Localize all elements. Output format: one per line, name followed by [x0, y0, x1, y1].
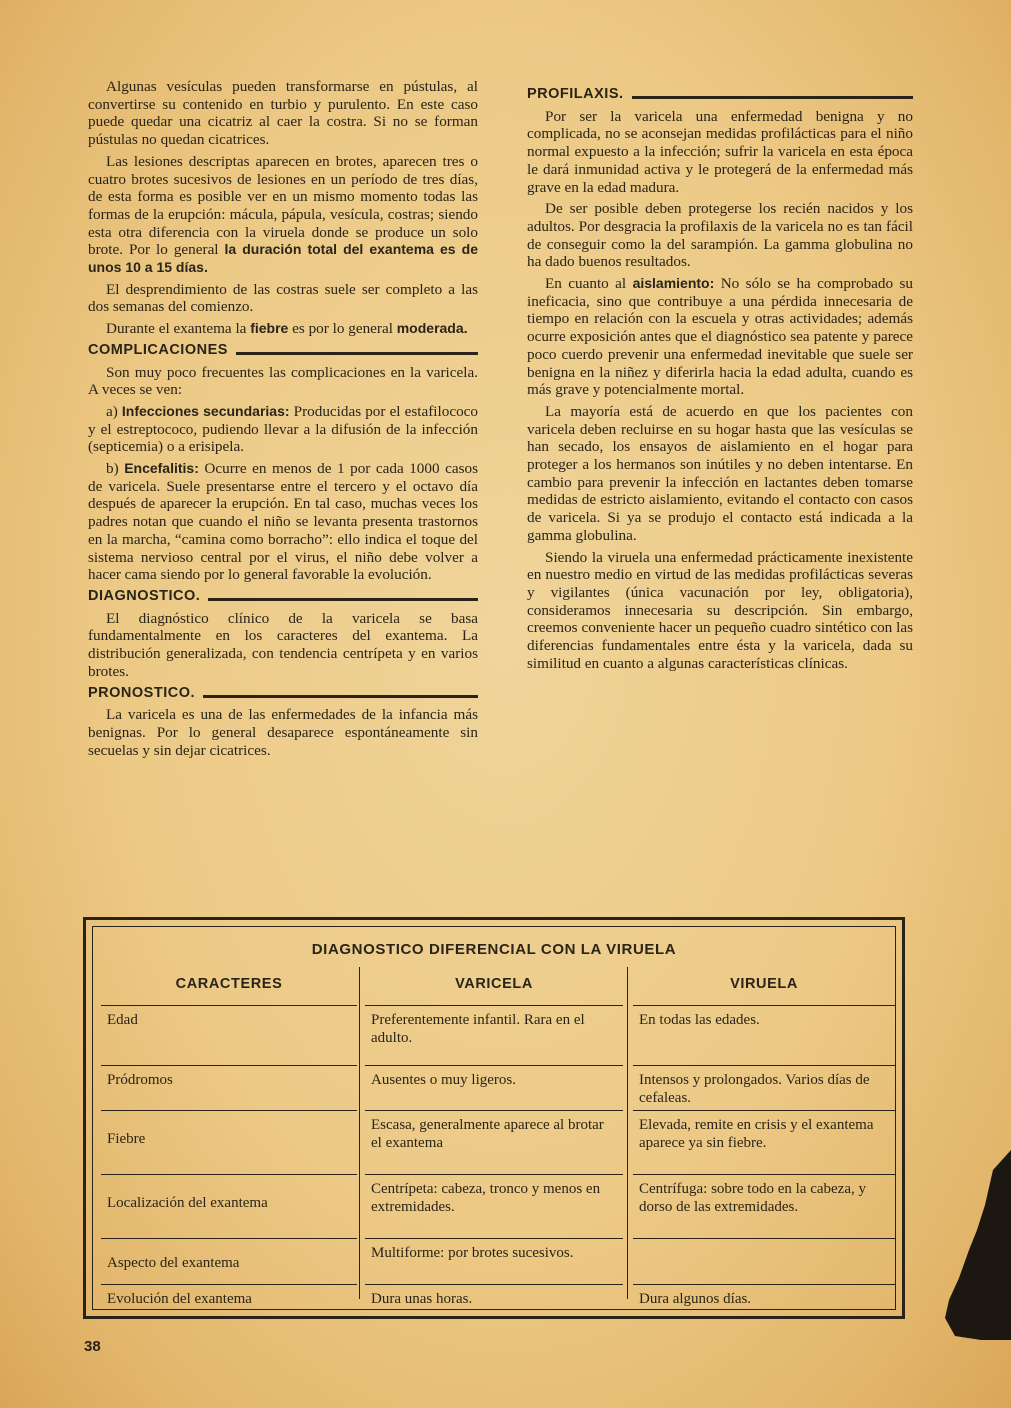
cell-caracter: Evolución del exantema [107, 1291, 252, 1307]
cell-viruela: En todas las edades. [633, 1006, 895, 1066]
paragraph-recien-nacidos: De ser posible deben protegerse los recién nacidos y los adultos. Por desgracia la profilaxis de la varicela no es tan fácil de conseguir como la del sarampión. La gamma globulina no ha dado buenos resultados. [527, 200, 913, 271]
cell-viruela: Intensos y prolongados. Varios días de cefaleas. [633, 1066, 895, 1111]
paragraph-complicaciones: Son muy poco frecuentes las complicaciones en la varicela. A veces se ven: [88, 363, 478, 399]
cell-varicela: Escasa, generalmente aparece al brotar el exantema [365, 1111, 623, 1175]
heading-pronostico: PRONOSTICO. [88, 685, 478, 703]
heading-profilaxis: PROFILAXIS. [527, 86, 913, 104]
cell-viruela: Dura algunos días. [639, 1291, 752, 1307]
cell-caracter: Fiebre [101, 1111, 357, 1175]
heading-complicaciones: COMPLICACIONES [88, 342, 478, 360]
paragraph-viruela: Siendo la viruela una enfermedad prácticamente inexistente en nuestro medio en virtud de las medidas profilácticas severas y vigilantes (única vacunación por ley, obligatoria), consideramos innecesaria su descripción. Sin embargo, creemos conveniente hacer un pequeño cuadro sintético con las diferencias fundamentales entre ésta y la varicela, dada su similitud en cuanto a algunas características clínicas. [527, 548, 913, 672]
heading-rule [632, 96, 913, 99]
cell-varicela: Multiforme: por brotes sucesivos. [365, 1239, 623, 1285]
paragraph-fiebre: Durante el exantema la fiebre es por lo general moderada. [106, 320, 468, 338]
header-viruela: VIRUELA [633, 967, 895, 1006]
paragraph-aislamiento: En cuanto al aislamiento: No sólo se ha comprobado su ineficacia, sino que contribuye a una pérdida innecesaria de tiempo en relación con la escuela y otras actividades; además ocurre exposición antes que el diagnóstico sea patente y parece poco cuerdo prevenir una enfermedad inevitable que suele ser benigna en la niñez y diferirla hacia la edad adulta, cuando es más grave y potencialmente mortal. [527, 275, 914, 399]
table-inner-frame [92, 926, 896, 1310]
paragraph-brotes: Las lesiones descriptas aparecen en brotes, aparecen tres o cuatro brotes sucesivos de lesiones en un período de tres días, de esta forma es posible ver en un mismo momento todas las formas de la erupción: mácula, pápula, vesícula, costras; siendo esta otra diferencia con la viruela donde se produce un solo brote. Por lo general la duración total del exantema es de unos 10 a 15 días. [88, 152, 478, 276]
cell-caracter: Edad [101, 1006, 357, 1066]
paragraph-recluirse: La mayoría está de acuerdo en que los pacientes con varicela deben recluirse en su hogar hasta que las vesículas se han secado, los ensayos de aislamiento en el hogar para proteger a los hermanos son inútiles y no deben intentarse. En cambio para prevenir la infección en lactantes deben tomarse medidas de estricto aislamiento, evitando el contacto con casos de varicela. Si ya se produjo el contacto está indicada a la gamma globulina. [527, 402, 913, 544]
page-number: 38 [84, 1338, 101, 1355]
column-varicela [365, 967, 623, 1307]
heading-rule [236, 352, 478, 355]
column-viruela [633, 967, 895, 1307]
differential-diagnosis-table [83, 917, 905, 1319]
bold-duracion: la duración total del exantema es de unos 10 a 15 días. [88, 241, 478, 276]
column-caracteres [101, 967, 357, 1307]
cell-caracter: Pródromos [101, 1066, 357, 1111]
heading-rule [208, 598, 478, 601]
header-varicela: VARICELA [365, 967, 623, 1006]
paragraph-pustulas: Algunas vesículas pueden transformarse en pústulas, al convertirse su contenido en turbio y purulento. En este caso puede quedar una cicatriz al caer la costra. Si no se forman pústulas no quedan cicatrices. [88, 78, 478, 149]
cell-viruela: Centrífuga: sobre todo en la cabeza, y dorso de las extremidades. [633, 1175, 895, 1239]
column-divider [359, 967, 360, 1299]
heading-diagnostico: DIAGNOSTICO. [88, 588, 478, 606]
paragraph-encefalitis: b) Encefalitis: Ocurre en menos de 1 por cada 1000 casos de varicela. Suele presentarse entre el tercero y el octavo día después de aparecer la erupción. En tal caso, muchas veces los padres notan que cuando el niño se levanta presenta trastornos en la marcha, “camina como borracho”: ello indica el toque del sistema nervioso central por el virus, el niño debe volver a hacer cama siendo por lo general favorable la evolución. [88, 460, 479, 584]
cell-caracter: Aspecto del exantema [101, 1239, 357, 1285]
paragraph-infecciones: a) Infecciones secundarias: Producidas por el estafilococo y el estreptococo, pudiendo llevar a la difusión de la infección (septicemia) o a erisipela. [88, 402, 478, 456]
cell-varicela: Ausentes o muy ligeros. [365, 1066, 623, 1111]
column-divider [627, 967, 628, 1299]
right-column [527, 78, 913, 677]
cell-varicela: Centrípeta: cabeza, tronco y menos en extremidades. [365, 1175, 623, 1239]
paragraph-costras: El desprendimiento de las costras suele ser completo a las dos semanas del comienzo. [88, 280, 478, 316]
cell-varicela: Preferentemente infantil. Rara en el adulto. [365, 1006, 623, 1066]
cell-viruela [633, 1239, 895, 1285]
left-column [88, 78, 478, 763]
paragraph-pronostico: La varicela es una de las enfermedades de la infancia más benignas. Por lo general desaparece espontáneamente sin secuelas y sin dejar cicatrices. [88, 706, 478, 759]
paragraph-profilaxis: Por ser la varicela una enfermedad benigna y no complicada, no se aconsejan medidas profilácticas para el niño normal expuesto a la infección; sufrir la varicela en esta época le dará inmunidad activa y le protegerá de la enfermedad más grave en la edad madura. [527, 107, 913, 196]
ink-stain [941, 1150, 1011, 1340]
cell-varicela: Dura unas horas. [371, 1291, 473, 1307]
header-caracteres: CARACTERES [101, 967, 357, 1006]
table-title: DIAGNOSTICO DIFERENCIAL CON LA VIRUELA [311, 941, 677, 958]
cell-viruela: Elevada, remite en crisis y el exantema aparece ya sin fiebre. [633, 1111, 895, 1175]
cell-caracter: Localización del exantema [101, 1175, 357, 1239]
paragraph-diagnostico: El diagnóstico clínico de la varicela se basa fundamentalmente en los caracteres del exantema. La distribución generalizada, con tendencia centrípeta y en varios brotes. [88, 609, 478, 680]
heading-rule [203, 695, 478, 698]
